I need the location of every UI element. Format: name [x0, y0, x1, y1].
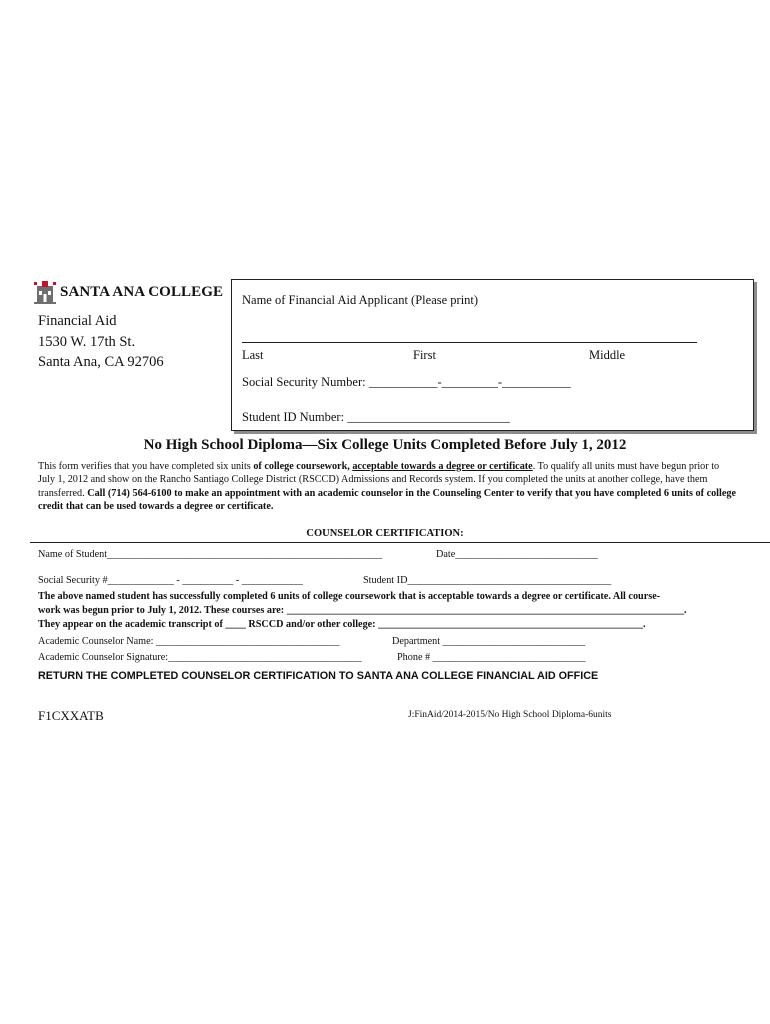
first-name-label: First: [413, 348, 436, 362]
form-title: No High School Diploma—Six College Units Completed Before July 1, 2012: [143, 437, 627, 453]
address-line-office: Financial Aid: [38, 313, 117, 329]
middle-name-label: Middle: [589, 348, 626, 362]
student-ssn-field[interactable]: Social Security #_____________ - __________ - ____________: [38, 575, 303, 586]
college-name: SANTA ANA COLLEGE: [60, 284, 224, 300]
applicant-name-line[interactable]: [242, 342, 697, 343]
applicant-info-box: [231, 279, 754, 431]
santa-ana-college-logo-icon: [33, 279, 57, 305]
certification-statement-1: The above named student has successfully completed 6 units of college coursework that is acceptable towards a degree or certificate. All course-: [38, 591, 661, 602]
phone-field[interactable]: Phone # ______________________________: [397, 652, 586, 663]
para-bold-1: of college coursework,: [253, 461, 353, 472]
student-name-field[interactable]: Name of Student______________________________________________________: [38, 549, 383, 560]
para-bold-2: Call (714) 564-6100 to make an appointment with an academic counselor in the Counseling Center to verify that you have completed 6 units of college credit that can be used towards a degree or certificate.: [38, 487, 736, 513]
counselor-certification-title: COUNSELOR CERTIFICATION:: [306, 528, 464, 539]
counselor-divider: [30, 542, 770, 543]
address-line-street: 1530 W. 17th St.: [38, 334, 136, 350]
applicant-student-id-field[interactable]: Student ID Number: __________________________: [242, 410, 510, 424]
department-field[interactable]: Department ____________________________: [392, 636, 586, 647]
counselor-signature-field[interactable]: Academic Counselor Signature:______________________________________: [38, 652, 362, 663]
para-text-2: . To qualify all units must have begun prior to July 1, 2012 and show on the Rancho Santiago College District (RSCCD) Admissions and Records system. If you completed the units at another college, have them transferred.: [38, 461, 720, 499]
para-text-1: This form verifies that you have completed six units: [38, 461, 254, 472]
applicant-name-label: Name of Financial Aid Applicant (Please print): [242, 293, 479, 307]
student-id-field[interactable]: Student ID________________________________________: [363, 575, 612, 586]
certification-statement-2[interactable]: work was begun prior to July 1, 2012. These courses are: ______________________________________________________________________________.: [38, 605, 687, 616]
counselor-name-field[interactable]: Academic Counselor Name: ____________________________________: [38, 636, 340, 647]
date-field[interactable]: Date____________________________: [436, 549, 598, 560]
certification-statement-3[interactable]: They appear on the academic transcript of ____ RSCCD and/or other college: ____________________________________________________.: [38, 619, 646, 630]
para-underlined: acceptable towards a degree or certificate: [352, 461, 533, 472]
form-code: F1CXXATB: [38, 708, 104, 723]
return-instruction: RETURN THE COMPLETED COUNSELOR CERTIFICATION TO SANTA ANA COLLEGE FINANCIAL AID OFFICE: [38, 670, 599, 682]
address-line-city: Santa Ana, CA 92706: [38, 354, 164, 370]
instructions-paragraph: [38, 460, 738, 514]
applicant-ssn-field[interactable]: Social Security Number: ___________-_________-___________: [242, 375, 571, 389]
file-path: J:FinAid/2014-2015/No High School Diploma-6units: [408, 710, 612, 720]
last-name-label: Last: [242, 348, 264, 362]
